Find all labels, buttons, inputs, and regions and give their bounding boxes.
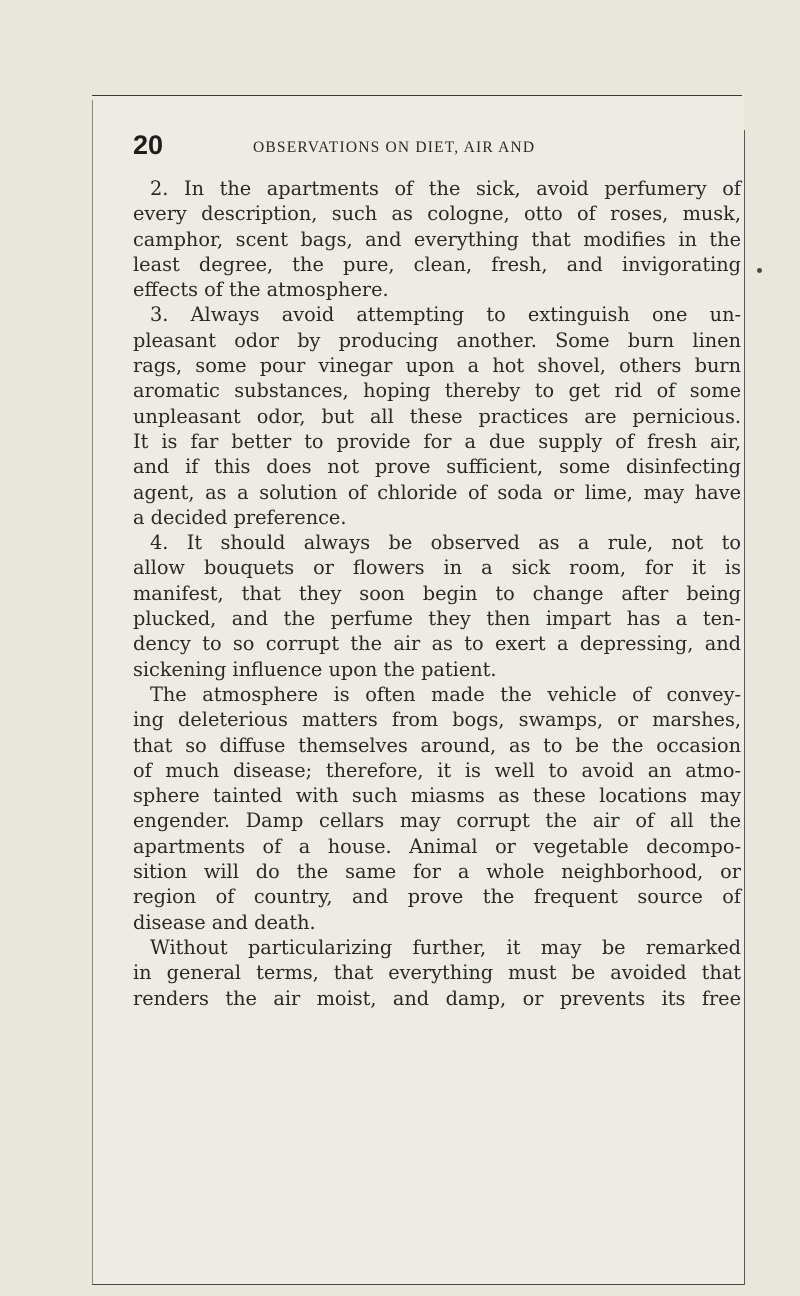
text-line: engender. Damp cellars may corrupt the air of all the — [133, 809, 741, 833]
text-line: aromatic substances, hoping thereby to get rid of some — [133, 379, 741, 403]
text-line: effects of the atmosphere. — [133, 278, 389, 302]
text-line: pleasant odor by producing another. Some burn linen — [133, 328, 741, 352]
text-line: agent, as a solution of chloride of soda or lime, may have — [133, 480, 741, 504]
text-line: rags, some pour vinegar upon a hot shovel, others burn — [133, 354, 741, 378]
body-text — [133, 176, 741, 1011]
text-line: in general terms, that everything must be avoided that — [133, 961, 741, 985]
page-top-edge — [92, 95, 742, 96]
text-line: camphor, scent bags, and everything that modifies in the — [133, 227, 741, 251]
page-header — [133, 130, 733, 164]
text-line: manifest, that they soon begin to change after being — [133, 581, 741, 605]
text-line: plucked, and the perfume they then impart has a ten- — [133, 607, 741, 631]
text-line: sphere tainted with such miasms as these locations may — [133, 784, 741, 808]
page-left-edge — [92, 100, 93, 1285]
text-line: sickening influence upon the patient. — [133, 657, 497, 681]
text-line: 4. It should always be observed as a rule, not to — [150, 531, 741, 555]
text-line: apartments of a house. Animal or vegetable decompo- — [133, 834, 741, 858]
text-line: every description, such as cologne, otto of roses, musk, — [133, 202, 741, 226]
text-line: renders the air moist, and damp, or prevents its free — [133, 986, 741, 1010]
text-line: allow bouquets or flowers in a sick room, for it is — [133, 556, 741, 580]
text-line: It is far better to provide for a due supply of fresh air, — [133, 429, 741, 453]
running-head: OBSERVATIONS ON DIET, AIR AND — [253, 139, 536, 156]
text-line: unpleasant odor, but all these practices are pernicious. — [133, 404, 741, 428]
page-right-edge — [744, 130, 745, 1285]
text-line: disease and death. — [133, 910, 316, 934]
page-bottom-edge — [92, 1284, 744, 1285]
text-line: The atmosphere is often made the vehicle of convey- — [150, 682, 741, 706]
text-line: region of country, and prove the frequent source of — [133, 885, 741, 909]
text-line: a decided preference. — [133, 505, 347, 529]
text-line: that so diffuse themselves around, as to be the occasion — [133, 733, 741, 757]
text-line: dency to so corrupt the air as to exert a depressing, and — [133, 632, 741, 656]
text-line: of much disease; therefore, it is well to avoid an atmo- — [133, 758, 741, 782]
text-line: sition will do the same for a whole neighborhood, or — [133, 860, 741, 884]
text-line: and if this does not prove sufficient, some disinfecting — [133, 455, 741, 479]
text-line: Without particularizing further, it may be remarked — [150, 935, 741, 959]
page-number: 20 — [133, 130, 164, 160]
margin-dot — [757, 268, 762, 273]
text-line: 3. Always avoid attempting to extinguish one un- — [150, 303, 741, 327]
text-line: least degree, the pure, clean, fresh, and invigorating — [133, 252, 741, 276]
text-line: ing deleterious matters from bogs, swamps, or marshes, — [133, 708, 741, 732]
text-line: 2. In the apartments of the sick, avoid perfumery of — [150, 177, 741, 200]
